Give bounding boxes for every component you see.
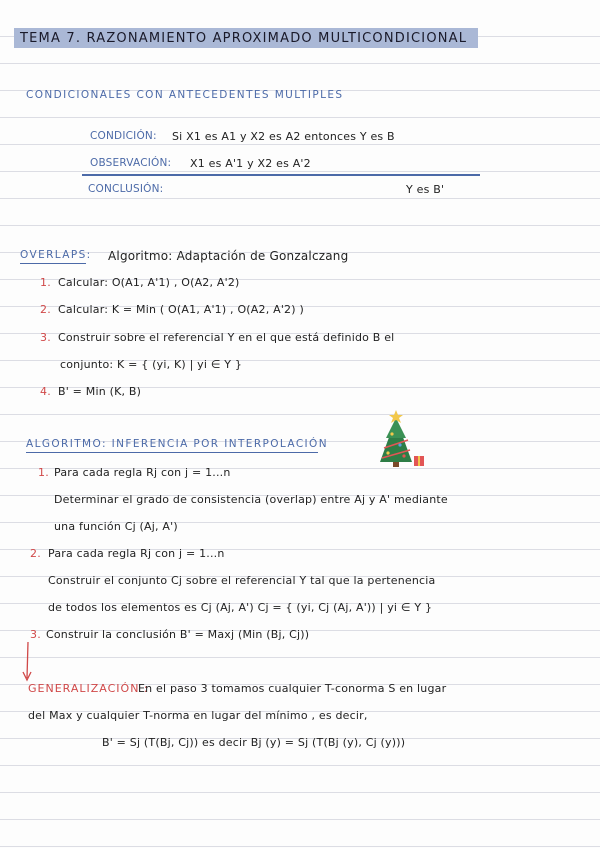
overlaps-step1: Calcular: O(A1, A'1) , O(A2, A'2) (58, 276, 240, 289)
conclusion-text: Y es B' (406, 183, 445, 196)
page-title: TEMA 7. RAZONAMIENTO APROXIMADO MULTICONDICIONAL (20, 31, 468, 46)
condicion-text: Si X1 es A1 y X2 es A2 entonces Y es B (172, 130, 395, 143)
algoritmo-step2-line3: de todos los elementos es Cj (Aj, A') Cj = { (yi, Cj (Aj, A')) | yi ∈ Y } (48, 601, 433, 614)
generalizacion-label: GENERALIZACIÓN : (28, 682, 149, 695)
observacion-label: OBSERVACIÓN: (90, 157, 172, 169)
section-heading-condicionales: CONDICIONALES CON ANTECEDENTES MULTIPLES (26, 89, 344, 101)
overlaps-step4: B' = Min (K, B) (58, 385, 142, 398)
overlaps-step2-number: 2. (40, 303, 51, 316)
overlaps-step2: Calcular: K = Min ( O(A1, A'1) , O(A2, A'2) ) (58, 303, 304, 316)
overlaps-step1-number: 1. (40, 276, 51, 289)
overlaps-step3-set: conjunto: K = { (yi, K) | yi ∈ Y } (60, 358, 243, 371)
arrow-down-icon (20, 640, 36, 686)
algoritmo-step1-number: 1. (38, 466, 49, 479)
algoritmo-step1-line3: una función Cj (Aj, A') (54, 520, 178, 533)
algoritmo-step3-number: 3. (30, 628, 41, 641)
algoritmo-step2-number: 2. (30, 547, 41, 560)
overlaps-step3: Construir sobre el referencial Y en el que está definido B el (58, 331, 395, 344)
algoritmo-step2-line1: Para cada regla Rj con j = 1...n (48, 547, 225, 560)
algoritmo-step2-line2: Construir el conjunto Cj sobre el referencial Y tal que la pertenencia (48, 574, 436, 587)
generalizacion-formula: B' = Sj (T(Bj, Cj)) es decir Bj (y) = Sj (T(Bj (y), Cj (y))) (102, 736, 406, 749)
algoritmo-underline (26, 452, 318, 453)
conclusion-label: CONCLUSIÓN: (88, 183, 164, 195)
overlaps-label: OVERLAPS: (20, 249, 92, 261)
overlaps-step3-number: 3. (40, 331, 51, 344)
generalizacion-text-line2: del Max y cualquier T-norma en lugar del mínimo , es decir, (28, 709, 368, 722)
condicion-label: CONDICIÓN: (90, 130, 157, 142)
generalizacion-text-line1: En el paso 3 tomamos cualquier T-conorma S en lugar (138, 682, 447, 695)
overlaps-subtitle: Algoritmo: Adaptación de Gonzalczang (108, 249, 349, 263)
separator-line (82, 174, 480, 176)
overlaps-underline (20, 263, 86, 264)
observacion-text: X1 es A'1 y X2 es A'2 (190, 157, 311, 170)
overlaps-step4-number: 4. (40, 385, 51, 398)
algoritmo-heading: ALGORITMO: INFERENCIA POR INTERPOLACIÓN (26, 438, 328, 450)
algoritmo-step1-line2: Determinar el grado de consistencia (overlap) entre Aj y A' mediante (54, 493, 448, 506)
algoritmo-step1-line1: Para cada regla Rj con j = 1...n (54, 466, 231, 479)
christmas-tree-icon (376, 408, 428, 470)
algoritmo-step3: Construir la conclusión B' = Maxj (Min (Bj, Cj)) (46, 628, 310, 641)
